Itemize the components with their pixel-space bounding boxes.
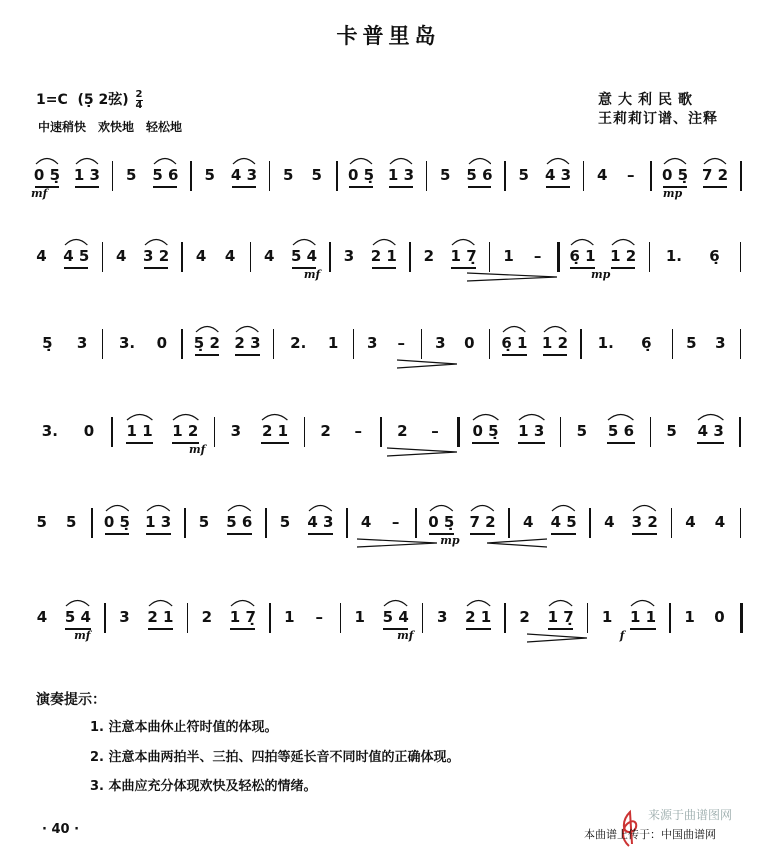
beam-underline — [230, 628, 255, 630]
note-group: 5 — [36, 513, 47, 531]
note-group: 4 — [195, 247, 207, 265]
beam-underline — [546, 186, 570, 188]
note-group: – — [431, 422, 439, 440]
score-row — [27, 165, 749, 200]
slur-arc — [697, 411, 724, 421]
barline — [415, 508, 417, 538]
note-group: 3 2 — [143, 247, 170, 265]
note-group: 4 5 — [63, 247, 90, 265]
note-group: 4 3 — [544, 166, 572, 184]
slur-arc — [105, 502, 130, 512]
beam-underline — [607, 442, 634, 444]
slur-arc — [292, 236, 316, 246]
watermark: 来源于曲谱图网 — [648, 808, 733, 822]
note-group: 5 6 — [226, 513, 253, 531]
note-group: 5̣ 2 — [193, 334, 220, 352]
beam-underline — [468, 186, 492, 188]
beam-underline — [227, 533, 252, 535]
barline — [112, 161, 114, 191]
note-group: 0 — [464, 334, 475, 352]
barline — [739, 417, 741, 447]
note-group: – — [627, 166, 635, 184]
barline — [650, 161, 652, 191]
decrescendo-hairpin — [397, 359, 457, 369]
score-row — [27, 421, 749, 456]
decrescendo-hairpin — [387, 447, 457, 457]
barline — [740, 329, 742, 359]
note-group: 3 — [366, 334, 378, 352]
time-signature-bottom: 4 — [135, 99, 143, 111]
barline — [504, 161, 506, 191]
note-group: 1 7̣ — [547, 608, 574, 626]
note-group: 3 — [715, 334, 726, 352]
barline — [672, 329, 674, 359]
arranger: 王莉莉订谱、注释 — [598, 111, 718, 127]
barline — [560, 417, 562, 447]
note-group: 1 1 — [630, 608, 657, 626]
barline — [649, 242, 651, 272]
slur-arc — [227, 502, 252, 512]
note-group: – — [354, 422, 362, 440]
note-group: – — [533, 247, 542, 265]
page-number: · 40 · — [42, 822, 80, 837]
double-barline — [740, 603, 743, 633]
dynamic-marking: mf — [303, 268, 321, 281]
slur-arc — [466, 597, 491, 607]
note-group: 5 — [125, 166, 137, 184]
note-group: 3 — [230, 422, 242, 440]
note-group: 4 — [685, 513, 696, 531]
decrescendo-hairpin — [467, 272, 557, 282]
footer-source: 本曲谱上传于：中国曲谱网 — [584, 828, 716, 841]
key-label: 1=C — [36, 92, 68, 108]
barline — [250, 242, 252, 272]
performance-notes-heading: 演奏提示： — [36, 692, 106, 708]
slur-arc — [518, 411, 545, 421]
dynamic-marking: mp — [662, 187, 683, 200]
beam-underline — [451, 267, 475, 269]
slur-arc — [630, 597, 655, 607]
barline — [346, 508, 348, 538]
barline — [422, 603, 424, 633]
note-group: 4 — [597, 166, 608, 184]
slur-arc — [261, 411, 288, 421]
slur-arc — [551, 502, 576, 512]
dynamic-marking: mp — [440, 534, 460, 547]
slur-arc — [372, 236, 396, 246]
barline — [273, 329, 275, 359]
score-row — [27, 607, 749, 642]
note-group: 4 3 — [307, 513, 334, 531]
barline — [508, 508, 510, 538]
note-group: 0 — [156, 334, 168, 352]
note-group: 1 — [284, 608, 295, 626]
beam-underline — [502, 354, 526, 356]
slur-arc — [546, 155, 570, 165]
note-group: 1 — [503, 247, 514, 265]
note-group: 3. — [119, 334, 136, 352]
note-group: – — [391, 513, 400, 531]
slur-arc — [349, 155, 373, 165]
note-group: 2 1 — [261, 422, 289, 440]
decrescendo-hairpin — [527, 633, 587, 643]
note-group: 5 — [518, 166, 529, 184]
barline — [489, 242, 491, 272]
slur-arc — [35, 155, 59, 165]
note-group: 5 6 — [607, 422, 635, 440]
barline — [102, 242, 104, 272]
note-group: 1 2 — [541, 334, 569, 352]
note-group: 4 — [36, 247, 47, 265]
barline — [650, 417, 652, 447]
note-group: 3 — [119, 608, 130, 626]
note-group: 2 — [423, 247, 434, 265]
slur-arc — [470, 502, 495, 512]
note-group: 5 — [204, 166, 215, 184]
note-group: 3 — [435, 334, 446, 352]
slur-arc — [232, 155, 256, 165]
composer: 意大利民歌 — [598, 92, 698, 108]
key-signature — [36, 89, 143, 111]
note-group: 6̣ — [709, 247, 720, 265]
note-group: 2 — [397, 422, 408, 440]
note-group: 4 — [604, 513, 615, 531]
double-barline — [457, 417, 460, 447]
barline — [184, 508, 186, 538]
note-group: 3. — [41, 422, 58, 440]
note-group: 5 — [666, 422, 677, 440]
barline — [265, 508, 267, 538]
note-group: 6̣ 1 — [501, 334, 528, 352]
note-group: 5 4 — [290, 247, 318, 265]
barline — [740, 242, 742, 272]
note-group: – — [397, 334, 405, 352]
note-group: 2 — [201, 608, 213, 626]
double-barline — [557, 242, 560, 272]
slur-arc — [468, 155, 492, 165]
barline — [583, 161, 585, 191]
dynamic-marking: mf — [188, 443, 206, 456]
note-group: 5 6 — [152, 166, 179, 184]
slur-arc — [195, 323, 219, 333]
beam-underline — [551, 533, 576, 535]
barline — [353, 329, 355, 359]
barline — [489, 329, 491, 359]
barline — [269, 603, 271, 633]
beam-underline — [64, 267, 88, 269]
barline — [304, 417, 306, 447]
barline — [111, 417, 113, 447]
note-group: 2 3 — [234, 334, 261, 352]
note-group: 4 3 — [697, 422, 724, 440]
slur-arc — [230, 597, 255, 607]
beam-underline — [146, 533, 171, 535]
performance-note: 3. 本曲应充分体现欢快及轻松的情绪。 — [90, 779, 317, 794]
note-group: 4 5 — [550, 513, 577, 531]
slur-arc — [703, 155, 727, 165]
barline — [740, 508, 742, 538]
note-group: 0 5̣ — [103, 513, 130, 531]
note-group: 5 — [686, 334, 697, 352]
note-group: 0 5̣ — [428, 513, 455, 531]
note-group: 4 — [714, 513, 726, 531]
beam-underline — [105, 533, 130, 535]
barline — [421, 329, 423, 359]
barline — [587, 603, 589, 633]
note-group: 6̣ — [641, 334, 652, 352]
tempo-marking: 中速稍快 欢快地 轻松地 — [38, 120, 183, 134]
slur-arc — [383, 597, 408, 607]
note-group: 1 3 — [387, 166, 415, 184]
note-group: 1 2 — [610, 247, 637, 265]
slur-arc — [451, 236, 475, 246]
note-group: 5 — [440, 166, 451, 184]
beam-underline — [466, 628, 491, 630]
note-group: 1 7̣ — [229, 608, 256, 626]
note-group: 5̣ — [42, 334, 53, 352]
note-group: 2 — [320, 422, 331, 440]
barline — [181, 329, 183, 359]
note-group: 4 — [264, 247, 275, 265]
note-group: 3 2 — [631, 513, 658, 531]
barline — [336, 161, 338, 191]
barline — [269, 161, 271, 191]
barline — [214, 417, 216, 447]
slur-arc — [308, 502, 333, 512]
beam-underline — [543, 354, 567, 356]
slur-arc — [144, 236, 168, 246]
note-group: 5 — [279, 513, 291, 531]
note-group: 0 — [83, 422, 95, 440]
note-group: 7 2 — [701, 166, 729, 184]
barline — [91, 508, 93, 538]
note-group: 4 — [224, 247, 236, 265]
note-group: 0 5̣ — [661, 166, 689, 184]
note-group: 4 — [523, 513, 534, 531]
dynamic-marking: mf — [74, 629, 91, 642]
beam-underline — [630, 628, 655, 630]
note-group: 2 1 — [147, 608, 174, 626]
beam-underline — [632, 533, 657, 535]
note-group: 5 — [66, 513, 77, 531]
slur-arc — [570, 236, 594, 246]
note-group: 5 4 — [382, 608, 409, 626]
barline — [504, 603, 506, 633]
beam-underline — [144, 267, 168, 269]
note-group: – — [315, 608, 324, 626]
barline — [409, 242, 411, 272]
note-group: 6̣ 1 — [569, 247, 596, 265]
barline — [187, 603, 189, 633]
beam-underline — [232, 186, 256, 188]
dynamic-marking: mf — [31, 187, 48, 200]
beam-underline — [153, 186, 177, 188]
barline — [102, 329, 104, 359]
barline — [669, 603, 671, 633]
slur-arc — [607, 411, 634, 421]
barline — [380, 417, 382, 447]
barline — [104, 603, 106, 633]
slur-arc — [632, 502, 657, 512]
note-group: 1 7̣ — [450, 247, 477, 265]
note-group: 5 — [282, 166, 294, 184]
slur-arc — [64, 236, 88, 246]
beam-underline — [148, 628, 173, 630]
score-row — [27, 333, 749, 357]
slur-arc — [146, 502, 171, 512]
note-group: 0 5̣ — [472, 422, 499, 440]
barline — [589, 508, 591, 538]
dynamic-marking: f — [619, 629, 625, 642]
slur-arc — [502, 323, 526, 333]
slur-arc — [235, 323, 259, 333]
slur-arc — [663, 155, 687, 165]
note-group: 7 2 — [469, 513, 496, 531]
beam-underline — [703, 186, 727, 188]
note-group: 1 — [354, 608, 365, 626]
beam-underline — [470, 533, 495, 535]
beam-underline — [548, 628, 573, 630]
barline — [580, 329, 582, 359]
slur-arc — [148, 597, 173, 607]
performance-note: 1. 注意本曲休止符时值的体现。 — [90, 720, 278, 735]
note-group: 4 — [360, 513, 372, 531]
note-group: 2 1 — [370, 247, 397, 265]
slur-arc — [172, 411, 199, 421]
note-group: 0 — [714, 608, 725, 626]
beam-underline — [697, 442, 724, 444]
time-signature-top: 2 — [135, 88, 143, 100]
beam-underline — [195, 354, 219, 356]
barline — [671, 508, 673, 538]
note-group: 5 — [311, 166, 322, 184]
score-row — [27, 512, 749, 547]
crescendo-hairpin — [487, 538, 547, 548]
slur-arc — [75, 155, 99, 165]
dynamic-marking: mf — [397, 629, 414, 642]
note-group: 1 2 — [172, 422, 199, 440]
beam-underline — [611, 267, 635, 269]
song-title: 卡普里岛 — [336, 24, 441, 48]
decrescendo-hairpin — [357, 538, 437, 548]
note-group: 1 3 — [145, 513, 172, 531]
note-group: 0 5̣ — [347, 166, 375, 184]
tuning-label: (5̣ 2弦) — [77, 92, 129, 108]
barline — [329, 242, 331, 272]
note-group: 1 — [601, 608, 613, 626]
slur-arc — [611, 236, 635, 246]
note-group: 1. — [597, 334, 614, 352]
note-group: 3 — [76, 334, 88, 352]
slur-arc — [126, 411, 153, 421]
beam-underline — [261, 442, 288, 444]
note-group: 1 1 — [126, 422, 153, 440]
performance-note: 2. 注意本曲两拍半、三拍、四拍等延长音不同时值的正确体现。 — [90, 750, 460, 765]
beam-underline — [308, 533, 333, 535]
note-group: 1 3 — [518, 422, 545, 440]
slur-arc — [429, 502, 454, 512]
note-group: 2 — [519, 608, 530, 626]
note-group: 5 6 — [466, 166, 493, 184]
note-group: 2. — [290, 334, 307, 352]
note-group: 4 3 — [230, 166, 258, 184]
barline — [181, 242, 183, 272]
beam-underline — [472, 442, 499, 444]
dynamic-marking: mp — [591, 268, 611, 281]
beam-underline — [349, 186, 373, 188]
note-group: 4 — [36, 608, 48, 626]
slur-arc — [472, 411, 499, 421]
note-group: 0 5̣ — [33, 166, 61, 184]
note-group: 1. — [665, 247, 682, 265]
beam-underline — [389, 186, 413, 188]
note-group: 5 — [576, 422, 588, 440]
note-group: 5 — [198, 513, 210, 531]
slur-arc — [548, 597, 573, 607]
note-group: 4 — [116, 247, 127, 265]
beam-underline — [75, 186, 99, 188]
slur-arc — [543, 323, 567, 333]
note-group: 2 1 — [465, 608, 492, 626]
beam-underline — [518, 442, 545, 444]
note-group: 1 3 — [73, 166, 100, 184]
beam-underline — [126, 442, 153, 444]
beam-underline — [235, 354, 259, 356]
note-group: 3 — [436, 608, 448, 626]
barline — [740, 161, 742, 191]
note-group: 1 — [684, 608, 695, 626]
slur-arc — [65, 597, 90, 607]
beam-underline — [372, 267, 396, 269]
slur-arc — [153, 155, 177, 165]
slur-arc — [389, 155, 413, 165]
note-group: 5 4 — [64, 608, 91, 626]
note-group: 1 — [327, 334, 339, 352]
score-row — [27, 246, 749, 281]
time-signature — [136, 90, 143, 111]
barline — [190, 161, 192, 191]
note-group: 3 — [343, 247, 355, 265]
barline — [426, 161, 428, 191]
barline — [340, 603, 342, 633]
